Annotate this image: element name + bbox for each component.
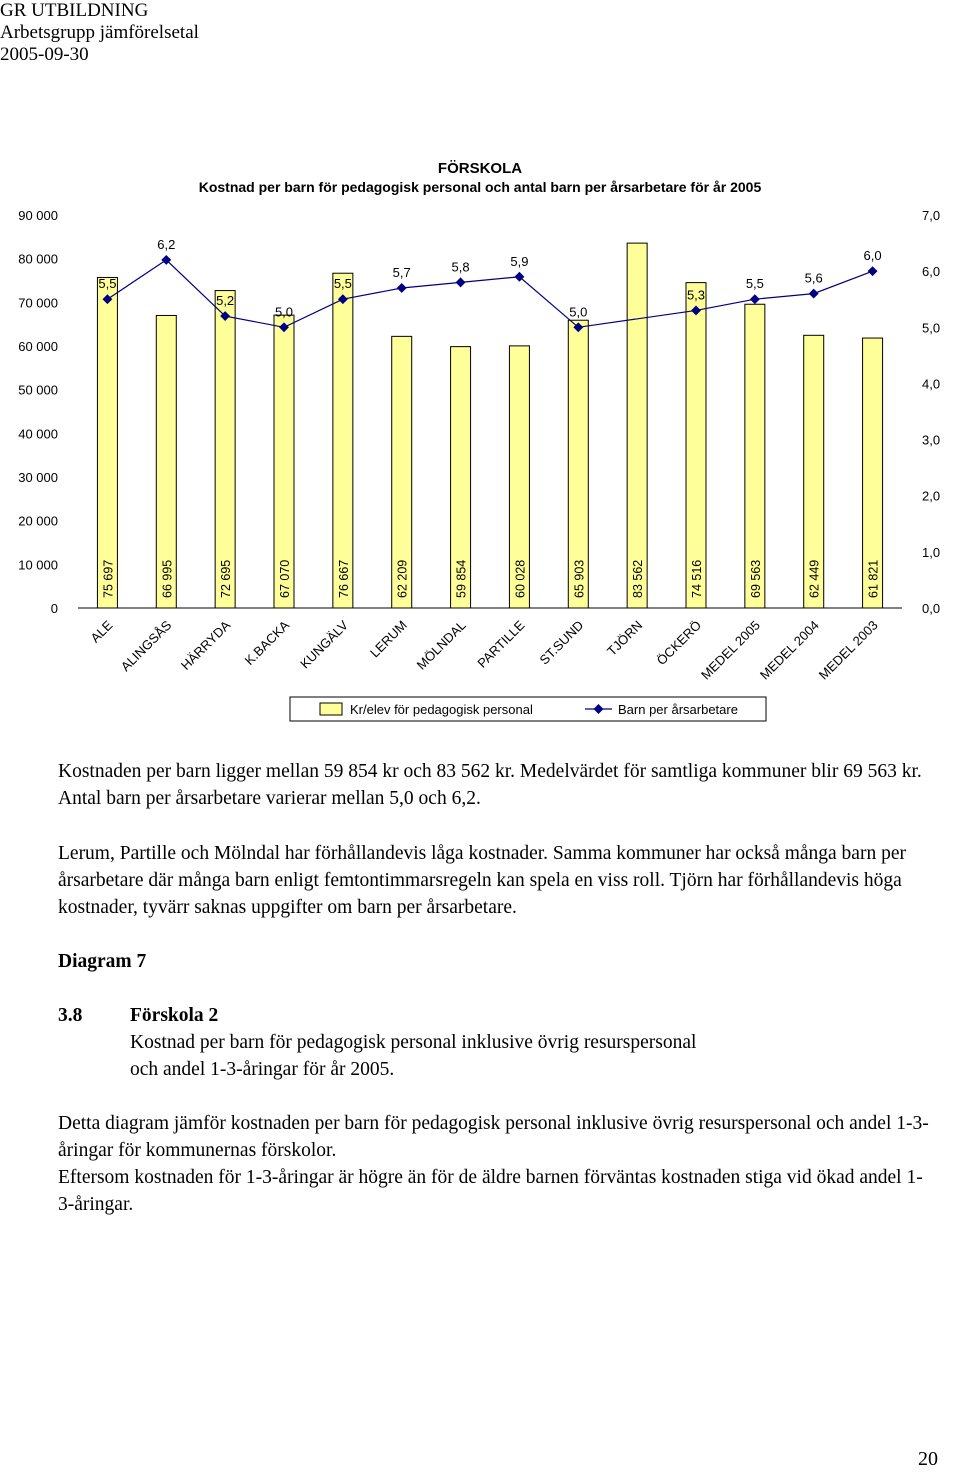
y-left-tick-label: 10 000 (18, 557, 58, 573)
category-label: LERUM (367, 617, 410, 661)
bar-value-label: 66 995 (160, 559, 175, 598)
section-subtitle-line2: och andel 1-3-åringar för år 2005. (130, 1059, 395, 1080)
paragraph-description: Detta diagram jämför kostnaden per barn för pedagogisk personal inklusive övrig resurspersonal och andel 1-3-åringar för kommunernas förskolor. (58, 1113, 929, 1161)
y-left-tick-label: 70 000 (18, 295, 58, 311)
header-date: 2005-09-30 (0, 44, 89, 65)
legend-swatch-bar (320, 703, 342, 715)
legend-label-bar: Kr/elev för pedagogisk personal (350, 702, 533, 717)
line-data-label: 5,6 (804, 270, 823, 286)
line-data-label: 5,2 (216, 293, 235, 309)
category-label: KUNGÄLV (297, 617, 351, 672)
line-data-label: 5,7 (392, 264, 411, 280)
line-data-label: 5,5 (98, 276, 117, 292)
y-right-tick-label: 1,0 (922, 544, 941, 560)
legend-label-line: Barn per årsarbetare (618, 702, 738, 717)
line-data-label: 6,0 (863, 248, 882, 264)
category-label: ALINGSÅS (117, 617, 175, 675)
bar (686, 283, 706, 608)
y-right-tick-label: 4,0 (922, 376, 941, 392)
paragraph-expectation: Eftersom kostnaden för 1-3-åringar är högre än för de äldre barnen förväntas kostnaden stiga vid ökad andel 1-3-åringar. (58, 1167, 923, 1215)
line-data-label: 5,0 (569, 304, 588, 320)
line-marker (397, 283, 407, 293)
bar-value-label: 67 070 (278, 559, 292, 598)
y-right-tick-label: 3,0 (922, 432, 941, 448)
y-right-tick-label: 2,0 (922, 488, 941, 504)
line-data-label: 6,2 (157, 236, 176, 252)
bar-value-label: 62 449 (807, 559, 822, 598)
category-label: ÖCKERÖ (653, 617, 705, 668)
category-label: HÄRRYDA (177, 617, 234, 673)
y-left-tick-label: 20 000 (18, 513, 58, 529)
y-left-tick-label: 50 000 (18, 382, 58, 398)
bar-value-label: 61 821 (866, 559, 881, 598)
line-data-label: 5,0 (274, 304, 294, 320)
y-left-tick-label: 30 000 (18, 470, 58, 485)
category-label: MÖLNDAL (413, 617, 469, 673)
y-right-tick-label: 0,0 (922, 601, 941, 616)
bar (97, 277, 117, 608)
bar-value-label: 74 516 (690, 559, 704, 598)
paragraph-analysis: Lerum, Partille och Mölndal har förhållandevis låga kostnader. Samma kommuner har också många barn per årsarbetare där många barn enligt femtontimmarsregeln kan spela en viss roll. Tjörn har förhållandevis höga kostnader, tyvärr saknas uppgifter om barn per årsarbetare. (58, 843, 906, 918)
diagram-label: Diagram 7 (58, 951, 147, 972)
y-left-tick-label: 80 000 (18, 251, 58, 267)
y-left-tick-label: 40 000 (18, 426, 58, 442)
header-org: GR UTBILDNING (0, 0, 149, 21)
bar (627, 243, 647, 608)
bar-value-label: 65 903 (572, 559, 587, 598)
category-label: K.BACKA (241, 617, 293, 668)
bar-value-label: 69 563 (748, 559, 763, 598)
category-label: MEDEL 2005 (698, 617, 763, 683)
category-label: TJÖRN (604, 617, 646, 659)
category-label: ST.SUND (536, 617, 587, 668)
line-data-label: 5,9 (510, 253, 529, 269)
bar-value-label: 75 697 (101, 559, 116, 598)
bar (333, 273, 353, 608)
section-title: Förskola 2 (130, 1005, 219, 1026)
y-left-tick-label: 90 000 (18, 208, 58, 223)
combo-chart (0, 150, 960, 730)
line-marker (868, 266, 878, 276)
paragraph-summary: Kostnaden per barn ligger mellan 59 854 kr och 83 562 kr. Medelvärdet för samtliga kommuner blir 69 563 kr. Antal barn per årsarbetare varierar mellan 5,0 och 6,2. (58, 761, 922, 809)
category-label: MEDEL 2003 (815, 617, 881, 683)
line-data-label: 5,3 (686, 287, 706, 303)
header-group: Arbetsgrupp jämförelsetal (0, 22, 199, 43)
chart-title: FÖRSKOLA (437, 160, 523, 177)
bar-value-label: 83 562 (631, 559, 646, 598)
y-left-tick-label: 0 (50, 601, 58, 616)
section-subtitle-line1: Kostnad per barn för pedagogisk personal inklusive övrig resurspersonal (130, 1032, 697, 1053)
category-label: MEDEL 2004 (756, 617, 822, 683)
y-right-tick-label: 6,0 (922, 264, 941, 280)
bar-value-label: 59 854 (454, 559, 469, 598)
page-number: 20 (918, 1448, 938, 1470)
line-marker (809, 289, 819, 299)
line-marker (750, 294, 760, 304)
bar-value-label: 76 667 (336, 559, 351, 598)
line-marker (456, 277, 466, 287)
category-label: PARTILLE (474, 617, 528, 671)
line-data-label: 5,5 (333, 276, 352, 292)
chart-subtitle: Kostnad per barn för pedagogisk personal och antal barn per årsarbetare för år 2005 (198, 179, 762, 195)
y-right-tick-label: 5,0 (922, 320, 941, 336)
line-data-label: 5,8 (451, 259, 470, 275)
y-right-tick-label: 7,0 (922, 208, 941, 223)
section-number: 3.8 (58, 1005, 83, 1026)
bar-value-label: 60 028 (513, 559, 528, 598)
bar-value-label: 62 209 (395, 559, 410, 598)
y-left-tick-label: 60 000 (18, 339, 58, 354)
bar-value-label: 72 695 (219, 559, 234, 598)
line-data-label: 5,5 (745, 276, 764, 292)
category-label: ALE (87, 617, 116, 646)
